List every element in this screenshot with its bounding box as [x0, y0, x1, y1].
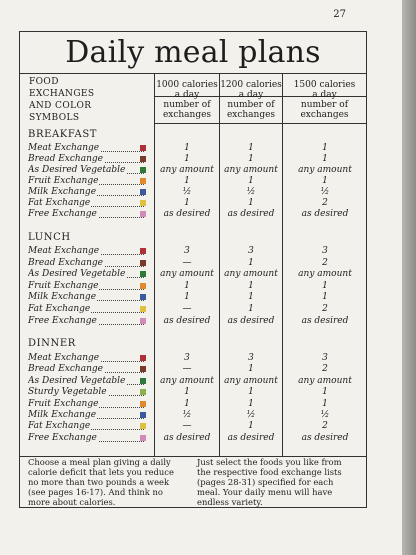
subheader-label: exchanges [226, 110, 276, 120]
exchange-label [28, 176, 144, 187]
exchange-count: ½ [246, 410, 256, 420]
column-header-1200 [219, 80, 283, 100]
exchange-label [28, 353, 144, 364]
color-symbol-swatch [140, 306, 146, 312]
exchange-name: Bread Exchange [28, 364, 103, 375]
header-line: SYMBOLS [29, 113, 80, 123]
exchange-row [20, 281, 366, 292]
exchange-count: 3 [322, 353, 328, 363]
exchange-count: 1 [184, 387, 190, 398]
color-symbol-swatch [140, 294, 146, 300]
exchange-name: Meat Exchange [28, 353, 100, 363]
exchange-count: 1 [248, 304, 254, 314]
header-line: FOOD [29, 77, 59, 87]
column-header-1500 [283, 80, 366, 100]
exchange-count: 1 [184, 280, 190, 291]
exchange-label [28, 281, 144, 292]
exchange-count: any amount [298, 269, 352, 280]
exchange-name: Meat Exchange [28, 246, 100, 256]
exchange-row [20, 246, 366, 257]
exchange-name: Free Exchange [28, 432, 97, 443]
section-heading-dinner: DINNER [28, 338, 76, 349]
color-symbol-swatch [140, 389, 146, 395]
food-exchanges-header [29, 76, 94, 124]
exchange-name: Fat Exchange [28, 304, 91, 314]
header-bottom-rule [154, 123, 366, 124]
exchange-count: 2 [322, 257, 328, 268]
exchange-count: as desired [301, 315, 349, 326]
calorie-label: a day [312, 90, 337, 100]
footnote-right: Just select the foods you like from the respective food exchange lists (pages 28-31) specified for each meal. Your daily menu will have endless variety. [197, 457, 342, 507]
exchange-name: Fat Exchange [28, 421, 91, 432]
exchange-count: 1 [322, 280, 328, 291]
exchange-row [20, 209, 366, 220]
subheader-label: number of [163, 100, 211, 110]
exchange-count: 1 [248, 421, 254, 432]
color-symbol-swatch [140, 435, 146, 441]
exchange-row [20, 165, 366, 176]
exchange-name: As Desired Vegetable [28, 375, 126, 386]
exchange-row [20, 376, 366, 387]
exchange-name: As Desired Vegetable [28, 165, 126, 175]
exchange-count: as desired [163, 315, 211, 326]
exchange-count: — [182, 257, 192, 268]
exchange-label [28, 269, 144, 280]
color-symbol-swatch [140, 248, 146, 254]
exchange-count: ½ [320, 187, 330, 197]
exchange-row [20, 421, 366, 432]
exchange-count: any amount [224, 375, 278, 386]
color-symbol-swatch [140, 401, 146, 407]
exchange-count: — [182, 364, 192, 375]
subheader-label: exchanges [162, 110, 212, 120]
exchange-count: as desired [227, 209, 275, 219]
subheader-label: number of [227, 100, 275, 110]
exchange-row [20, 304, 366, 315]
exchange-count: 3 [248, 246, 254, 256]
exchange-row [20, 433, 366, 444]
exchange-count: 1 [248, 176, 254, 186]
exchange-count: 1 [184, 398, 190, 409]
page-title: Daily meal plans [65, 35, 321, 70]
color-symbol-swatch [140, 412, 146, 418]
calorie-label: a day [174, 90, 200, 100]
color-symbol-swatch [140, 167, 146, 173]
subheader-label: exchanges [300, 110, 349, 120]
exchange-name: As Desired Vegetable [28, 269, 126, 280]
calorie-label: a day [238, 90, 264, 100]
exchange-label [28, 376, 144, 387]
exchange-count: 1 [322, 387, 328, 398]
title-divider [20, 73, 366, 74]
exchange-count: 1 [322, 154, 328, 164]
exchange-name: Milk Exchange [28, 187, 97, 197]
exchange-label [28, 399, 144, 410]
column-subheader-1500 [283, 100, 366, 120]
exchange-name: Fruit Exchange [28, 280, 99, 291]
exchange-count: 1 [322, 143, 328, 153]
exchange-count: any amount [298, 375, 352, 386]
exchange-count: 1 [184, 292, 190, 303]
exchange-name: Bread Exchange [28, 257, 103, 268]
column-subheader-1000 [155, 100, 219, 120]
exchange-count: 1 [248, 398, 254, 409]
exchange-count: 1 [248, 364, 254, 375]
exchange-count: as desired [301, 432, 349, 443]
exchange-count: 1 [322, 398, 328, 409]
exchange-row [20, 387, 366, 398]
header-line: AND COLOR [29, 101, 92, 111]
exchange-count: as desired [163, 209, 211, 219]
exchange-count: 3 [184, 246, 190, 256]
exchange-count: 2 [322, 198, 328, 208]
exchange-count: 1 [248, 387, 254, 398]
exchange-row [20, 410, 366, 421]
calorie-label: 1200 calories [220, 80, 282, 90]
exchange-count: ½ [246, 187, 256, 197]
exchange-count: as desired [301, 209, 349, 219]
color-symbol-swatch [140, 189, 146, 195]
exchange-count: any amount [224, 269, 278, 280]
exchange-row [20, 154, 366, 165]
exchange-count: ½ [182, 410, 192, 420]
exchange-count: 2 [322, 421, 328, 432]
exchange-count: 1 [184, 154, 190, 164]
color-symbol-swatch [140, 271, 146, 277]
exchange-count: 1 [184, 198, 190, 208]
color-symbol-swatch [140, 423, 146, 429]
exchange-count: 1 [248, 257, 254, 268]
exchange-count: ½ [182, 187, 192, 197]
color-symbol-swatch [140, 145, 146, 151]
exchange-row [20, 364, 366, 375]
exchange-count: 1 [248, 280, 254, 291]
calorie-label: 1500 calories [293, 80, 356, 90]
color-symbol-swatch [140, 378, 146, 384]
exchange-count: 1 [322, 292, 328, 303]
exchange-label [28, 143, 144, 154]
exchange-count: 1 [322, 176, 328, 186]
exchange-name: Fruit Exchange [28, 176, 99, 186]
exchange-name: Milk Exchange [28, 292, 97, 303]
exchange-count: 3 [248, 353, 254, 363]
color-symbol-swatch [140, 355, 146, 361]
exchange-count: ½ [320, 410, 330, 420]
exchange-count: 1 [184, 176, 190, 186]
exchange-label [28, 421, 144, 432]
exchange-count: any amount [298, 165, 352, 175]
exchange-row [20, 269, 366, 280]
exchange-row [20, 292, 366, 303]
exchange-row [20, 143, 366, 154]
exchange-label [28, 165, 144, 176]
color-symbol-swatch [140, 318, 146, 324]
page-number: 27 [333, 9, 346, 20]
exchange-count: 2 [322, 304, 328, 314]
color-symbol-swatch [140, 283, 146, 289]
exchange-label [28, 304, 144, 315]
adjacent-page-edge [402, 0, 416, 555]
exchange-label [28, 410, 144, 421]
exchange-row [20, 176, 366, 187]
exchange-count: any amount [224, 165, 278, 175]
exchange-label [28, 364, 144, 375]
exchange-count: any amount [160, 269, 214, 280]
exchange-count: — [182, 304, 192, 314]
exchange-count: 1 [248, 292, 254, 303]
subheader-label: number of [300, 100, 349, 110]
exchange-name: Fruit Exchange [28, 398, 99, 409]
header-line: EXCHANGES [29, 89, 95, 99]
exchange-count: 3 [322, 246, 328, 256]
exchange-name: Milk Exchange [28, 410, 97, 420]
exchange-name: Free Exchange [28, 209, 97, 219]
color-symbol-swatch [140, 178, 146, 184]
section-heading-breakfast: BREAKFAST [28, 129, 98, 140]
exchange-count: 3 [184, 353, 190, 363]
exchange-count: 1 [248, 143, 254, 153]
exchange-count: — [182, 421, 192, 432]
exchange-row [20, 198, 366, 209]
exchange-label [28, 246, 144, 257]
exchange-count: 2 [322, 364, 328, 375]
exchange-label [28, 198, 144, 209]
exchange-name: Fat Exchange [28, 198, 91, 208]
exchange-count: 1 [184, 143, 190, 153]
exchange-name: Sturdy Vegetable [28, 387, 107, 398]
exchange-row [20, 258, 366, 269]
exchange-count: any amount [160, 375, 214, 386]
color-symbol-swatch [140, 366, 146, 372]
exchange-label [28, 316, 144, 327]
exchange-name: Free Exchange [28, 315, 97, 326]
exchange-label [28, 209, 144, 220]
exchange-name: Meat Exchange [28, 143, 100, 153]
exchange-count: 1 [248, 154, 254, 164]
exchange-count: as desired [163, 432, 211, 443]
color-symbol-swatch [140, 260, 146, 266]
exchange-row [20, 187, 366, 198]
column-header-1000 [155, 80, 219, 100]
color-symbol-swatch [140, 156, 146, 162]
exchange-row [20, 353, 366, 364]
exchange-label [28, 187, 144, 198]
exchange-count: as desired [227, 315, 275, 326]
color-symbol-swatch [140, 211, 146, 217]
column-subheader-1200 [219, 100, 283, 120]
exchange-label [28, 258, 144, 269]
exchange-count: as desired [227, 432, 275, 443]
section-heading-lunch: LUNCH [28, 232, 71, 243]
exchange-row [20, 316, 366, 327]
exchange-label [28, 154, 144, 165]
exchange-label [28, 433, 144, 444]
exchange-label [28, 292, 144, 303]
calorie-label: 1000 calories [156, 80, 218, 90]
color-symbol-swatch [140, 200, 146, 206]
exchange-label [28, 387, 144, 398]
exchange-row [20, 399, 366, 410]
footnote-left: Choose a meal plan giving a daily calorie deficit that lets you reduce no more than two pounds a week (see pages 16-17). And think no more about calories. [28, 457, 174, 507]
exchange-count: any amount [160, 165, 214, 175]
exchange-count: 1 [248, 198, 254, 208]
exchange-name: Bread Exchange [28, 154, 103, 164]
meal-plan-table [19, 31, 367, 508]
